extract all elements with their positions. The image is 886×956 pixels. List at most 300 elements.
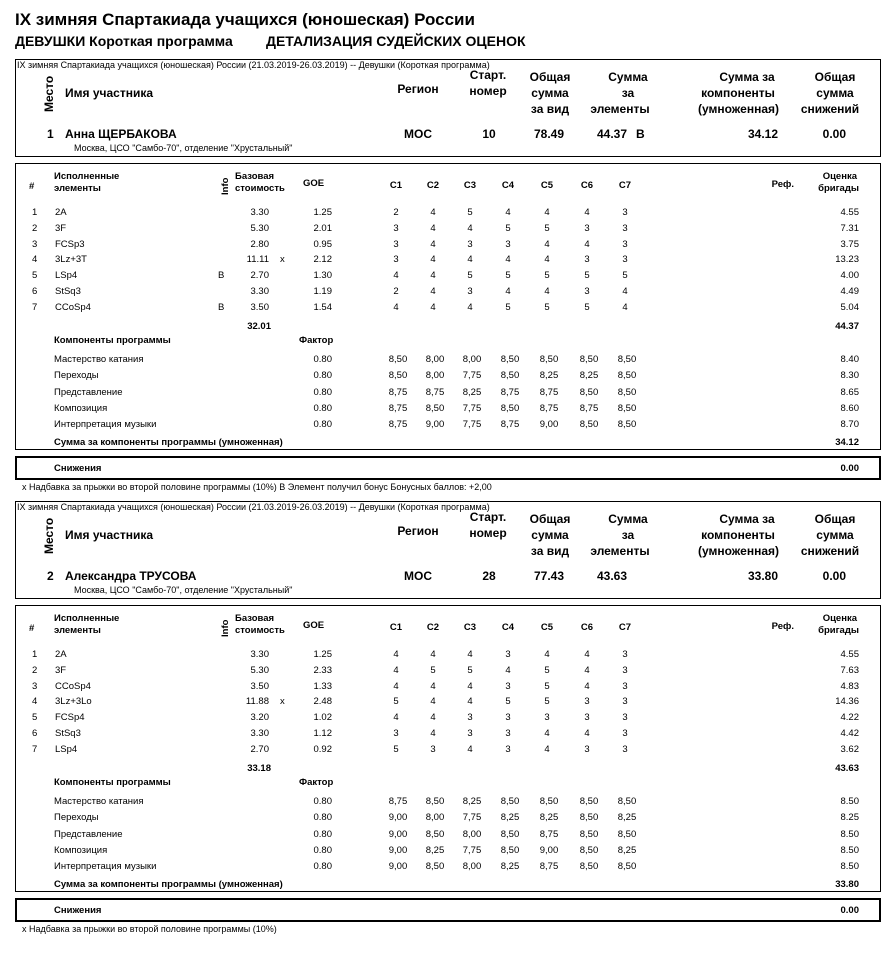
deductions-label: Снижения [54, 905, 102, 916]
start-heading-2: номер [469, 526, 507, 540]
element-judge-score: 3 [622, 712, 628, 724]
components-sum-value: 34.12 [835, 437, 859, 448]
element-panel-score: 4.55 [840, 207, 859, 218]
element-judge-score: 4 [430, 270, 436, 282]
element-judge-score: 4 [584, 664, 590, 676]
element-judge-score: 4 [584, 649, 590, 660]
total-score: 77.43 [533, 569, 564, 583]
element-code: 2A [55, 649, 67, 660]
total-heading-1: Общая [529, 512, 571, 526]
element-judge-score: 4 [544, 728, 550, 739]
component-factor: 0.80 [313, 844, 332, 856]
component-name: Мастерство катания [54, 796, 144, 807]
element-judge-score: 3 [505, 680, 511, 692]
total-score: 78.49 [533, 127, 564, 141]
component-factor: 0.80 [313, 796, 332, 807]
total-heading-2: сумма [531, 86, 569, 100]
total-heading-3: за вид [530, 102, 570, 116]
component-judge-score: 9,00 [388, 812, 408, 824]
component-judge-score: 8,25 [617, 844, 637, 856]
start-heading-1: Старт. [469, 510, 507, 524]
component-judge-score: 8,50 [579, 386, 599, 398]
element-code: FCSp4 [55, 712, 85, 724]
element-judge-score: 5 [505, 696, 511, 708]
element-judge-score: 5 [393, 696, 399, 708]
component-judge-score: 8,50 [579, 861, 599, 873]
element-code: 2A [55, 207, 67, 218]
num-heading: # [29, 623, 35, 634]
element-judge-score: 3 [544, 712, 550, 724]
base-value-heading-1: Базовая [235, 613, 275, 624]
deductions-value: 0.00 [840, 463, 859, 474]
element-judge-score: 4 [505, 286, 511, 297]
component-score: 8.65 [840, 386, 859, 398]
component-judge-score: 7,75 [462, 812, 482, 824]
element-judge-score: 3 [505, 743, 511, 755]
element-judge-score: 4 [430, 238, 436, 250]
component-judge-score: 8,50 [425, 828, 445, 840]
component-judge-score: 8,25 [462, 386, 482, 398]
element-panel-score: 5.04 [840, 301, 859, 313]
element-judge-score: 4 [584, 207, 590, 218]
component-judge-score: 8,50 [617, 861, 637, 873]
pcs-heading-3: (умноженная) [698, 102, 779, 116]
element-goe: 2.12 [313, 254, 332, 266]
tes-heading-2: за [621, 86, 635, 100]
element-base-value: 3.30 [250, 207, 269, 218]
element-number: 3 [32, 238, 38, 250]
element-judge-score: 5 [584, 301, 590, 313]
component-judge-score: 8,75 [388, 386, 408, 398]
component-name: Переходы [54, 812, 99, 824]
element-judge-score: 4 [393, 649, 399, 660]
element-goe: 1.33 [313, 680, 332, 692]
element-panel-score: 4.00 [840, 270, 859, 282]
region-value: МОС [404, 127, 432, 141]
element-judge-score: 2 [393, 286, 399, 297]
component-judge-score: 8,50 [500, 354, 520, 365]
components-sum-value: 33.80 [835, 879, 859, 890]
element-judge-score: 3 [505, 649, 511, 660]
element-base-value: 11.11 [246, 254, 269, 266]
component-factor: 0.80 [313, 370, 332, 382]
element-judge-score: 4 [584, 728, 590, 739]
element-judge-score: 4 [430, 696, 436, 708]
component-judge-score: 9,00 [539, 844, 559, 856]
component-judge-score: 8,50 [579, 828, 599, 840]
component-factor: 0.80 [313, 386, 332, 398]
total-heading-3: за вид [530, 544, 570, 558]
place-value: 2 [47, 569, 54, 583]
element-judge-score: 4 [393, 712, 399, 724]
judge-heading-c2: C2 [426, 180, 440, 191]
element-judge-score: 5 [505, 301, 511, 313]
ded-heading-3: снижений [800, 102, 860, 116]
element-number: 4 [32, 254, 38, 266]
info-heading: Info [220, 177, 231, 195]
component-judge-score: 8,75 [388, 419, 408, 431]
element-code: 3F [55, 664, 67, 676]
component-judge-score: 8,50 [539, 354, 559, 365]
judge-heading-c3: C3 [463, 180, 477, 191]
element-goe: 0.92 [313, 743, 332, 755]
component-judge-score: 8,25 [617, 812, 637, 824]
pcs-heading-1: Сумма за [719, 512, 775, 526]
element-code: LSp4 [55, 743, 78, 755]
element-judge-score: 3 [622, 680, 628, 692]
component-judge-score: 8,00 [425, 370, 445, 382]
name-heading: Имя участника [65, 86, 154, 100]
tes-heading-1: Сумма [608, 70, 648, 84]
element-panel-score: 3.75 [840, 238, 859, 250]
element-judge-score: 4 [505, 664, 511, 676]
element-judge-score: 5 [393, 743, 399, 755]
component-judge-score: 8,75 [500, 419, 520, 431]
deductions-label: Снижения [54, 463, 102, 474]
ref-heading: Реф. [771, 621, 794, 632]
ded-heading-1: Общая [814, 70, 856, 84]
panel-score-heading-2: бригады [818, 183, 859, 194]
component-judge-score: 8,75 [579, 402, 599, 414]
component-judge-score: 9,00 [388, 861, 408, 873]
factor-heading: Фактор [299, 335, 334, 346]
element-panel-score: 14.36 [835, 696, 859, 708]
component-judge-score: 8,75 [539, 386, 559, 398]
elements-heading-2: элементы [54, 625, 101, 636]
element-base-value: 2.70 [250, 270, 269, 282]
footnote: x Надбавка за прыжки во второй половине программы (10%) [22, 924, 277, 934]
component-judge-score: 8,50 [579, 812, 599, 824]
element-panel-score: 4.42 [840, 728, 859, 739]
component-judge-score: 8,75 [500, 386, 520, 398]
component-name: Представление [54, 386, 123, 398]
element-code: 3F [55, 222, 67, 234]
judge-heading-c4: C4 [501, 622, 515, 633]
element-number: 3 [32, 680, 38, 692]
base-value-heading-2: стоимость [235, 183, 285, 194]
elements-heading-1: Исполненные [54, 613, 120, 624]
elements-total: 44.37 [835, 320, 859, 332]
skater-name: Александра ТРУСОВА [65, 569, 197, 583]
component-judge-score: 8,25 [462, 796, 482, 807]
base-value-heading-1: Базовая [235, 171, 275, 182]
judge-heading-c2: C2 [426, 622, 440, 633]
component-judge-score: 8,50 [579, 354, 599, 365]
element-base-value: 3.30 [250, 649, 269, 660]
elements-total: 43.63 [835, 762, 859, 774]
element-judge-score: 3 [584, 222, 590, 234]
element-judge-score: 5 [467, 207, 473, 218]
element-judge-score: 4 [393, 301, 399, 313]
component-judge-score: 8,25 [539, 370, 559, 382]
component-judge-score: 8,50 [539, 796, 559, 807]
element-judge-score: 5 [430, 664, 436, 676]
element-judge-score: 4 [430, 222, 436, 234]
element-number: 5 [32, 270, 38, 282]
footnote: x Надбавка за прыжки во второй половине программы (10%) B Элемент получил бонус Бонусных баллов: +2,00 [22, 482, 492, 492]
element-judge-score: 3 [584, 712, 590, 724]
component-score: 8.50 [840, 861, 859, 873]
judge-heading-c5: C5 [540, 180, 554, 191]
element-code: StSq3 [55, 728, 81, 739]
start-heading-2: номер [469, 84, 507, 98]
info-heading: Info [220, 619, 231, 637]
element-goe: 1.25 [313, 207, 332, 218]
element-code: FCSp3 [55, 238, 85, 250]
ded-heading-2: сумма [816, 528, 854, 542]
pcs-heading-2: компоненты [701, 528, 775, 542]
tes-score: 44.37 [596, 127, 627, 141]
base-value-total: 32.01 [247, 320, 271, 332]
component-judge-score: 9,00 [388, 844, 408, 856]
element-judge-score: 4 [393, 680, 399, 692]
element-judge-score: 3 [622, 696, 628, 708]
element-judge-score: 3 [467, 286, 473, 297]
component-judge-score: 7,75 [462, 370, 482, 382]
category-title: ДЕВУШКИ Короткая программа [15, 33, 233, 49]
element-judge-score: 4 [430, 680, 436, 692]
judge-heading-c5: C5 [540, 622, 554, 633]
element-judge-score: 4 [544, 743, 550, 755]
component-factor: 0.80 [313, 861, 332, 873]
ded-score: 0.00 [822, 127, 846, 141]
element-judge-score: 3 [393, 222, 399, 234]
element-judge-score: 5 [544, 301, 550, 313]
component-judge-score: 8,25 [500, 812, 520, 824]
component-judge-score: 8,50 [500, 370, 520, 382]
judge-heading-c6: C6 [580, 622, 594, 633]
pcs-heading-3: (умноженная) [698, 544, 779, 558]
component-judge-score: 8,50 [579, 419, 599, 431]
component-score: 8.60 [840, 402, 859, 414]
element-judge-score: 4 [430, 301, 436, 313]
component-judge-score: 8,75 [539, 828, 559, 840]
judge-heading-c1: C1 [389, 622, 403, 633]
element-judge-score: 3 [584, 743, 590, 755]
judge-heading-c7: C7 [618, 622, 632, 633]
component-judge-score: 9,00 [388, 828, 408, 840]
component-judge-score: 8,75 [539, 861, 559, 873]
element-goe: 2.48 [313, 696, 332, 708]
element-judge-score: 4 [584, 680, 590, 692]
component-judge-score: 8,75 [425, 386, 445, 398]
place-value: 1 [47, 127, 54, 141]
element-judge-score: 5 [544, 680, 550, 692]
element-judge-score: 2 [393, 207, 399, 218]
element-number: 2 [32, 222, 38, 234]
judge-heading-c6: C6 [580, 180, 594, 191]
element-number: 7 [32, 743, 38, 755]
component-judge-score: 8,50 [617, 419, 637, 431]
component-judge-score: 8,50 [500, 828, 520, 840]
element-number: 4 [32, 696, 38, 708]
element-judge-score: 3 [505, 238, 511, 250]
element-judge-score: 5 [544, 664, 550, 676]
element-judge-score: 5 [467, 270, 473, 282]
element-judge-score: 4 [544, 238, 550, 250]
pcs-score: 33.80 [747, 569, 778, 583]
element-code: CCoSp4 [55, 680, 91, 692]
element-bonus-mark: x [280, 254, 285, 266]
element-goe: 1.25 [313, 649, 332, 660]
tes-heading-2: за [621, 528, 635, 542]
component-judge-score: 8,75 [388, 796, 408, 807]
component-judge-score: 8,25 [579, 370, 599, 382]
element-judge-score: 4 [430, 728, 436, 739]
component-score: 8.40 [840, 354, 859, 365]
component-name: Мастерство катания [54, 354, 144, 365]
ded-score: 0.00 [822, 569, 846, 583]
component-name: Представление [54, 828, 123, 840]
component-score: 8.50 [840, 844, 859, 856]
elements-heading-1: Исполненные [54, 171, 120, 182]
component-judge-score: 8,25 [425, 844, 445, 856]
component-judge-score: 8,50 [500, 796, 520, 807]
element-number: 6 [32, 728, 38, 739]
element-goe: 1.54 [313, 301, 332, 313]
element-judge-score: 4 [544, 254, 550, 266]
place-heading: Место [42, 517, 56, 554]
component-judge-score: 8,50 [388, 370, 408, 382]
base-value-heading-2: стоимость [235, 625, 285, 636]
component-judge-score: 8,00 [425, 354, 445, 365]
element-judge-score: 5 [505, 270, 511, 282]
component-score: 8.50 [840, 796, 859, 807]
goe-heading: GOE [303, 620, 325, 631]
component-judge-score: 8,50 [425, 861, 445, 873]
ded-heading-3: снижений [800, 544, 860, 558]
component-judge-score: 8,50 [617, 828, 637, 840]
element-judge-score: 4 [584, 238, 590, 250]
event-info: IX зимняя Спартакиада учащихся (юношеская) России (21.03.2019-26.03.2019) -- Девушки (Короткая программа) [17, 502, 490, 512]
ded-heading-1: Общая [814, 512, 856, 526]
element-number: 6 [32, 286, 38, 297]
component-judge-score: 8,50 [425, 796, 445, 807]
panel-score-heading-2: бригады [818, 625, 859, 636]
element-goe: 1.30 [313, 270, 332, 282]
elements-heading-2: элементы [54, 183, 101, 194]
component-name: Композиция [54, 402, 108, 414]
element-judge-score: 4 [544, 286, 550, 297]
element-judge-score: 4 [467, 696, 473, 708]
name-heading: Имя участника [65, 528, 154, 542]
component-judge-score: 8,50 [500, 402, 520, 414]
element-code: LSp4 [55, 270, 78, 282]
element-base-value: 2.70 [250, 743, 269, 755]
element-judge-score: 4 [505, 207, 511, 218]
component-judge-score: 8,50 [579, 844, 599, 856]
element-number: 7 [32, 301, 38, 313]
component-judge-score: 8,25 [539, 812, 559, 824]
element-goe: 1.12 [313, 728, 332, 739]
element-base-value: 3.30 [250, 286, 269, 297]
element-panel-score: 4.49 [840, 286, 859, 297]
element-base-value: 5.30 [250, 222, 269, 234]
element-judge-score: 3 [622, 207, 628, 218]
element-base-value: 5.30 [250, 664, 269, 676]
place-heading: Место [42, 75, 56, 112]
element-goe: 0.95 [313, 238, 332, 250]
ref-heading: Реф. [771, 179, 794, 190]
element-judge-score: 4 [393, 270, 399, 282]
ded-heading-2: сумма [816, 86, 854, 100]
judge-heading-c1: C1 [389, 180, 403, 191]
element-base-value: 3.50 [250, 301, 269, 313]
factor-heading: Фактор [299, 777, 334, 788]
component-name: Композиция [54, 844, 108, 856]
element-judge-score: 4 [467, 680, 473, 692]
element-goe: 2.01 [313, 222, 332, 234]
element-judge-score: 4 [544, 207, 550, 218]
element-number: 1 [32, 207, 38, 218]
element-judge-score: 4 [622, 301, 628, 313]
club-name: Москва, ЦСО "Самбо-70", отделение "Хрустальный" [74, 143, 293, 153]
component-judge-score: 8,50 [617, 354, 637, 365]
element-judge-score: 4 [430, 207, 436, 218]
component-judge-score: 8,00 [425, 812, 445, 824]
element-judge-score: 3 [622, 728, 628, 739]
element-code: StSq3 [55, 286, 81, 297]
element-base-value: 2.80 [250, 238, 269, 250]
component-judge-score: 8,25 [500, 861, 520, 873]
element-judge-score: 3 [393, 254, 399, 266]
event-info: IX зимняя Спартакиада учащихся (юношеская) России (21.03.2019-26.03.2019) -- Девушки (Короткая программа) [17, 60, 490, 70]
judge-heading-c4: C4 [501, 180, 515, 191]
component-score: 8.25 [840, 812, 859, 824]
element-panel-score: 7.31 [840, 222, 859, 234]
components-heading: Компоненты программы [54, 335, 171, 346]
component-score: 8.30 [840, 370, 859, 382]
judge-heading-c3: C3 [463, 622, 477, 633]
element-judge-score: 3 [505, 712, 511, 724]
component-judge-score: 8,50 [579, 796, 599, 807]
element-base-value: 3.50 [250, 680, 269, 692]
element-judge-score: 4 [544, 649, 550, 660]
component-judge-score: 9,00 [425, 419, 445, 431]
element-judge-score: 3 [393, 238, 399, 250]
element-goe: 1.19 [313, 286, 332, 297]
element-goe: 2.33 [313, 664, 332, 676]
components-sum-label: Сумма за компоненты программы (умноженная) [54, 879, 283, 890]
component-name: Интерпретация музыки [54, 419, 157, 431]
element-panel-score: 4.83 [840, 680, 859, 692]
element-judge-score: 3 [622, 238, 628, 250]
pcs-score: 34.12 [747, 127, 778, 141]
component-judge-score: 8,75 [539, 402, 559, 414]
element-panel-score: 7.63 [840, 664, 859, 676]
component-name: Интерпретация музыки [54, 861, 157, 873]
start-number: 28 [482, 569, 496, 583]
element-number: 5 [32, 712, 38, 724]
component-judge-score: 8,50 [500, 844, 520, 856]
component-judge-score: 8,50 [425, 402, 445, 414]
element-judge-score: 4 [430, 649, 436, 660]
element-panel-score: 13.23 [835, 254, 859, 266]
component-judge-score: 8,50 [617, 796, 637, 807]
start-number: 10 [482, 127, 496, 141]
components-sum-label: Сумма за компоненты программы (умноженная) [54, 437, 283, 448]
element-judge-score: 4 [430, 286, 436, 297]
element-judge-score: 5 [467, 664, 473, 676]
element-judge-score: 4 [467, 222, 473, 234]
component-judge-score: 7,75 [462, 844, 482, 856]
element-judge-score: 4 [505, 254, 511, 266]
tes-flag: B [636, 127, 645, 141]
element-panel-score: 3.62 [840, 743, 859, 755]
element-judge-score: 4 [467, 301, 473, 313]
element-judge-score: 4 [467, 254, 473, 266]
deductions-value: 0.00 [840, 905, 859, 916]
